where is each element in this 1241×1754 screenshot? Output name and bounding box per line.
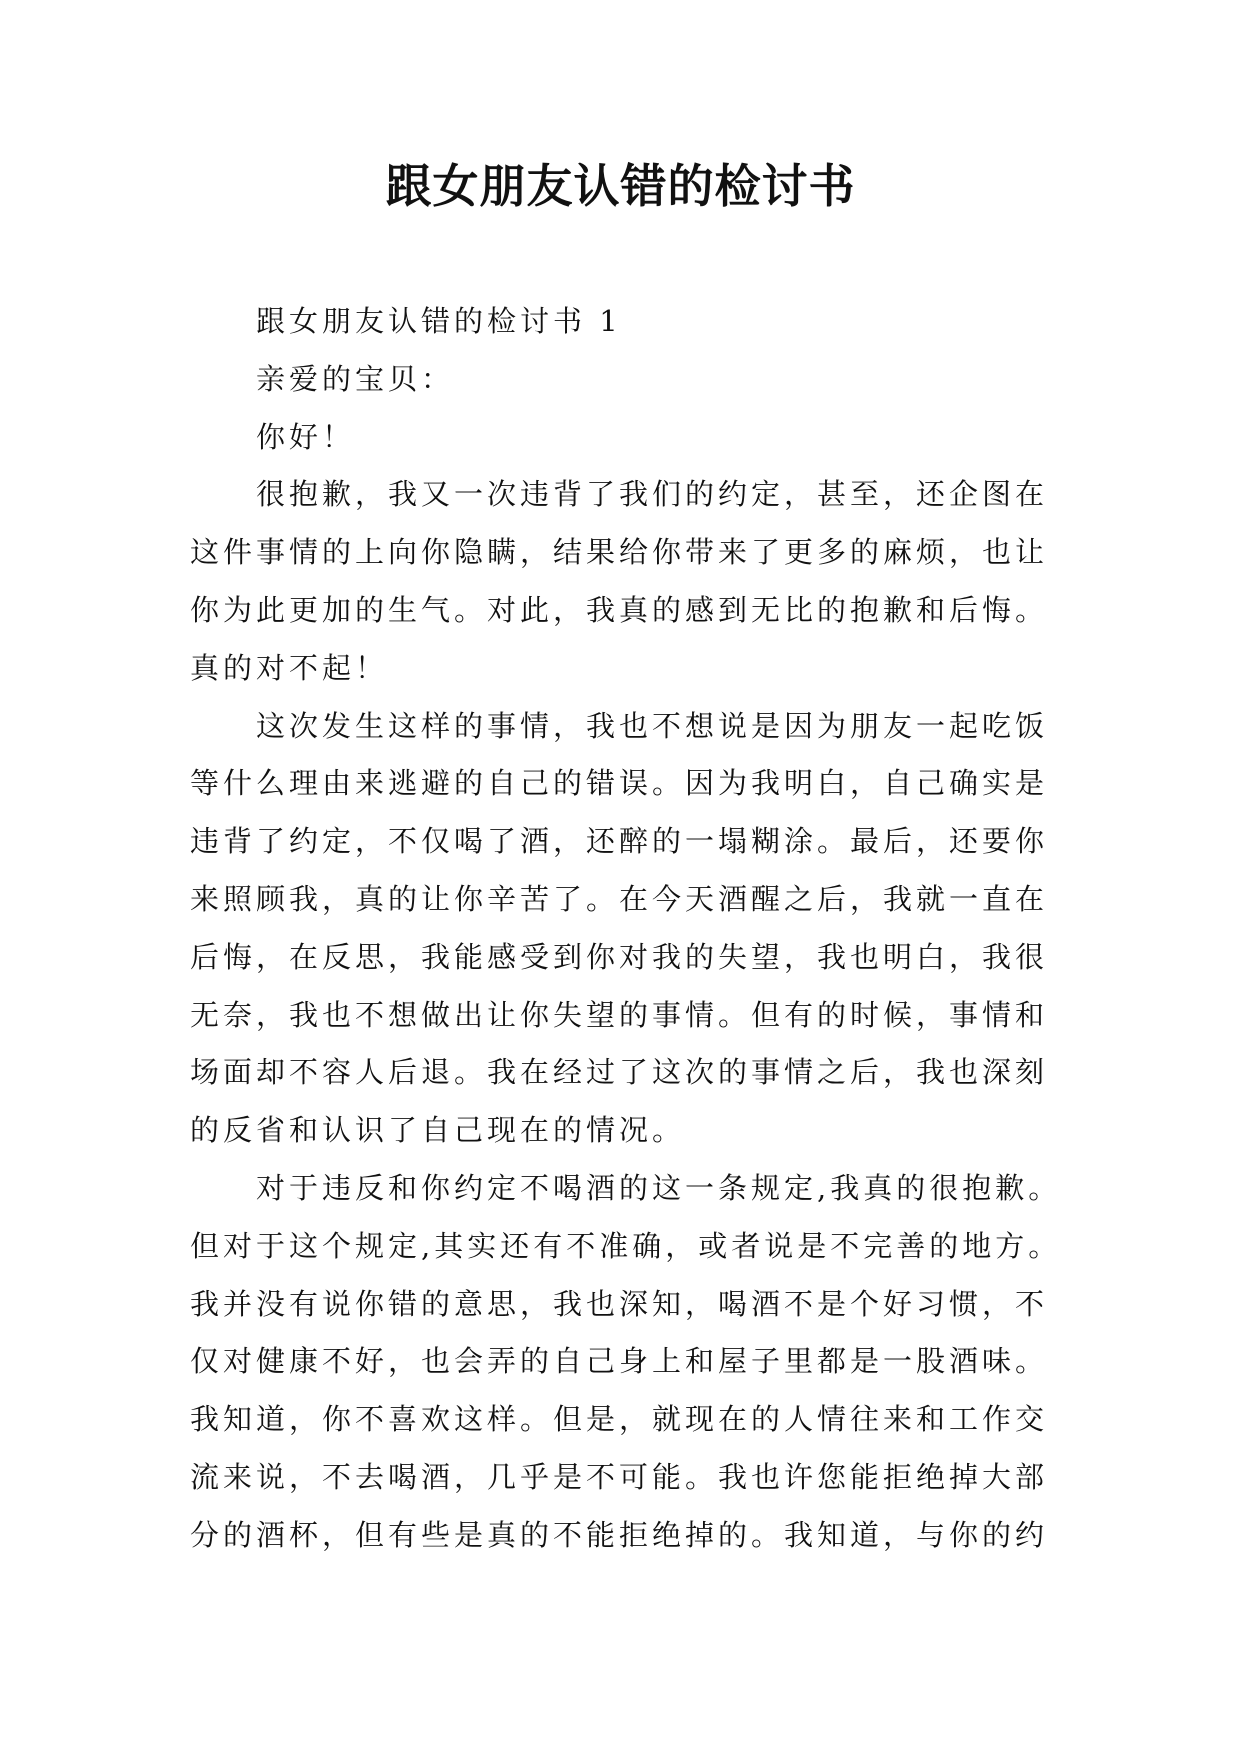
- body-line: 场面却不容人后退。我在经过了这次的事情之后，我也深刻: [190, 1055, 1049, 1090]
- body-line: 但对于这个规定,其实还有不准确，或者说是不完善的地方。: [190, 1228, 1062, 1263]
- body-line: 后悔，在反思，我能感受到你对我的失望，我也明白，我很: [190, 939, 1049, 974]
- body-line: 跟女朋友认错的检讨书 1: [256, 304, 622, 338]
- body-line: 这件事情的上向你隐瞒，结果给你带来了更多的麻烦，也让: [190, 535, 1049, 570]
- body-line: 分的酒杯，但有些是真的不能拒绝掉的。我知道，与你的约: [190, 1517, 1049, 1552]
- body-line: 很抱歉，我又一次违背了我们的约定，甚至，还企图在: [256, 477, 1049, 512]
- body-line: 这次发生这样的事情，我也不想说是因为朋友一起吃饭: [256, 708, 1049, 743]
- body-line: 我知道，你不喜欢这样。但是，就现在的人情往来和工作交: [190, 1402, 1049, 1437]
- body-line: 我并没有说你错的意思，我也深知，喝酒不是个好习惯，不: [190, 1286, 1049, 1321]
- body-line: 仅对健康不好，也会弄的自己身上和屋子里都是一股酒味。: [190, 1344, 1049, 1379]
- body-line: 等什么理由来逃避的自己的错误。因为我明白，自己确实是: [190, 766, 1049, 801]
- document-title: 跟女朋友认错的检讨书: [385, 159, 856, 213]
- body-line: 的反省和认识了自己现在的情况。: [190, 1113, 686, 1148]
- body-line: 流来说，不去喝酒，几乎是不可能。我也许您能拒绝掉大部: [190, 1459, 1049, 1494]
- body-line: 亲爱的宝贝：: [256, 361, 455, 396]
- body-line: 你好！: [256, 419, 356, 454]
- body-line: 无奈，我也不想做出让你失望的事情。但有的时候，事情和: [190, 997, 1049, 1032]
- body-line: 对于违反和你约定不喝酒的这一条规定,我真的很抱歉。: [256, 1170, 1062, 1205]
- body-line: 你为此更加的生气。对此，我真的感到无比的抱歉和后悔。: [190, 592, 1049, 627]
- body-line: 来照顾我，真的让你辛苦了。在今天酒醒之后，我就一直在: [190, 881, 1049, 916]
- body-line: 违背了约定，不仅喝了酒，还醉的一塌糊涂。最后，还要你: [190, 824, 1049, 859]
- document-body: [190, 293, 1062, 1565]
- body-line: 真的对不起！: [190, 650, 389, 685]
